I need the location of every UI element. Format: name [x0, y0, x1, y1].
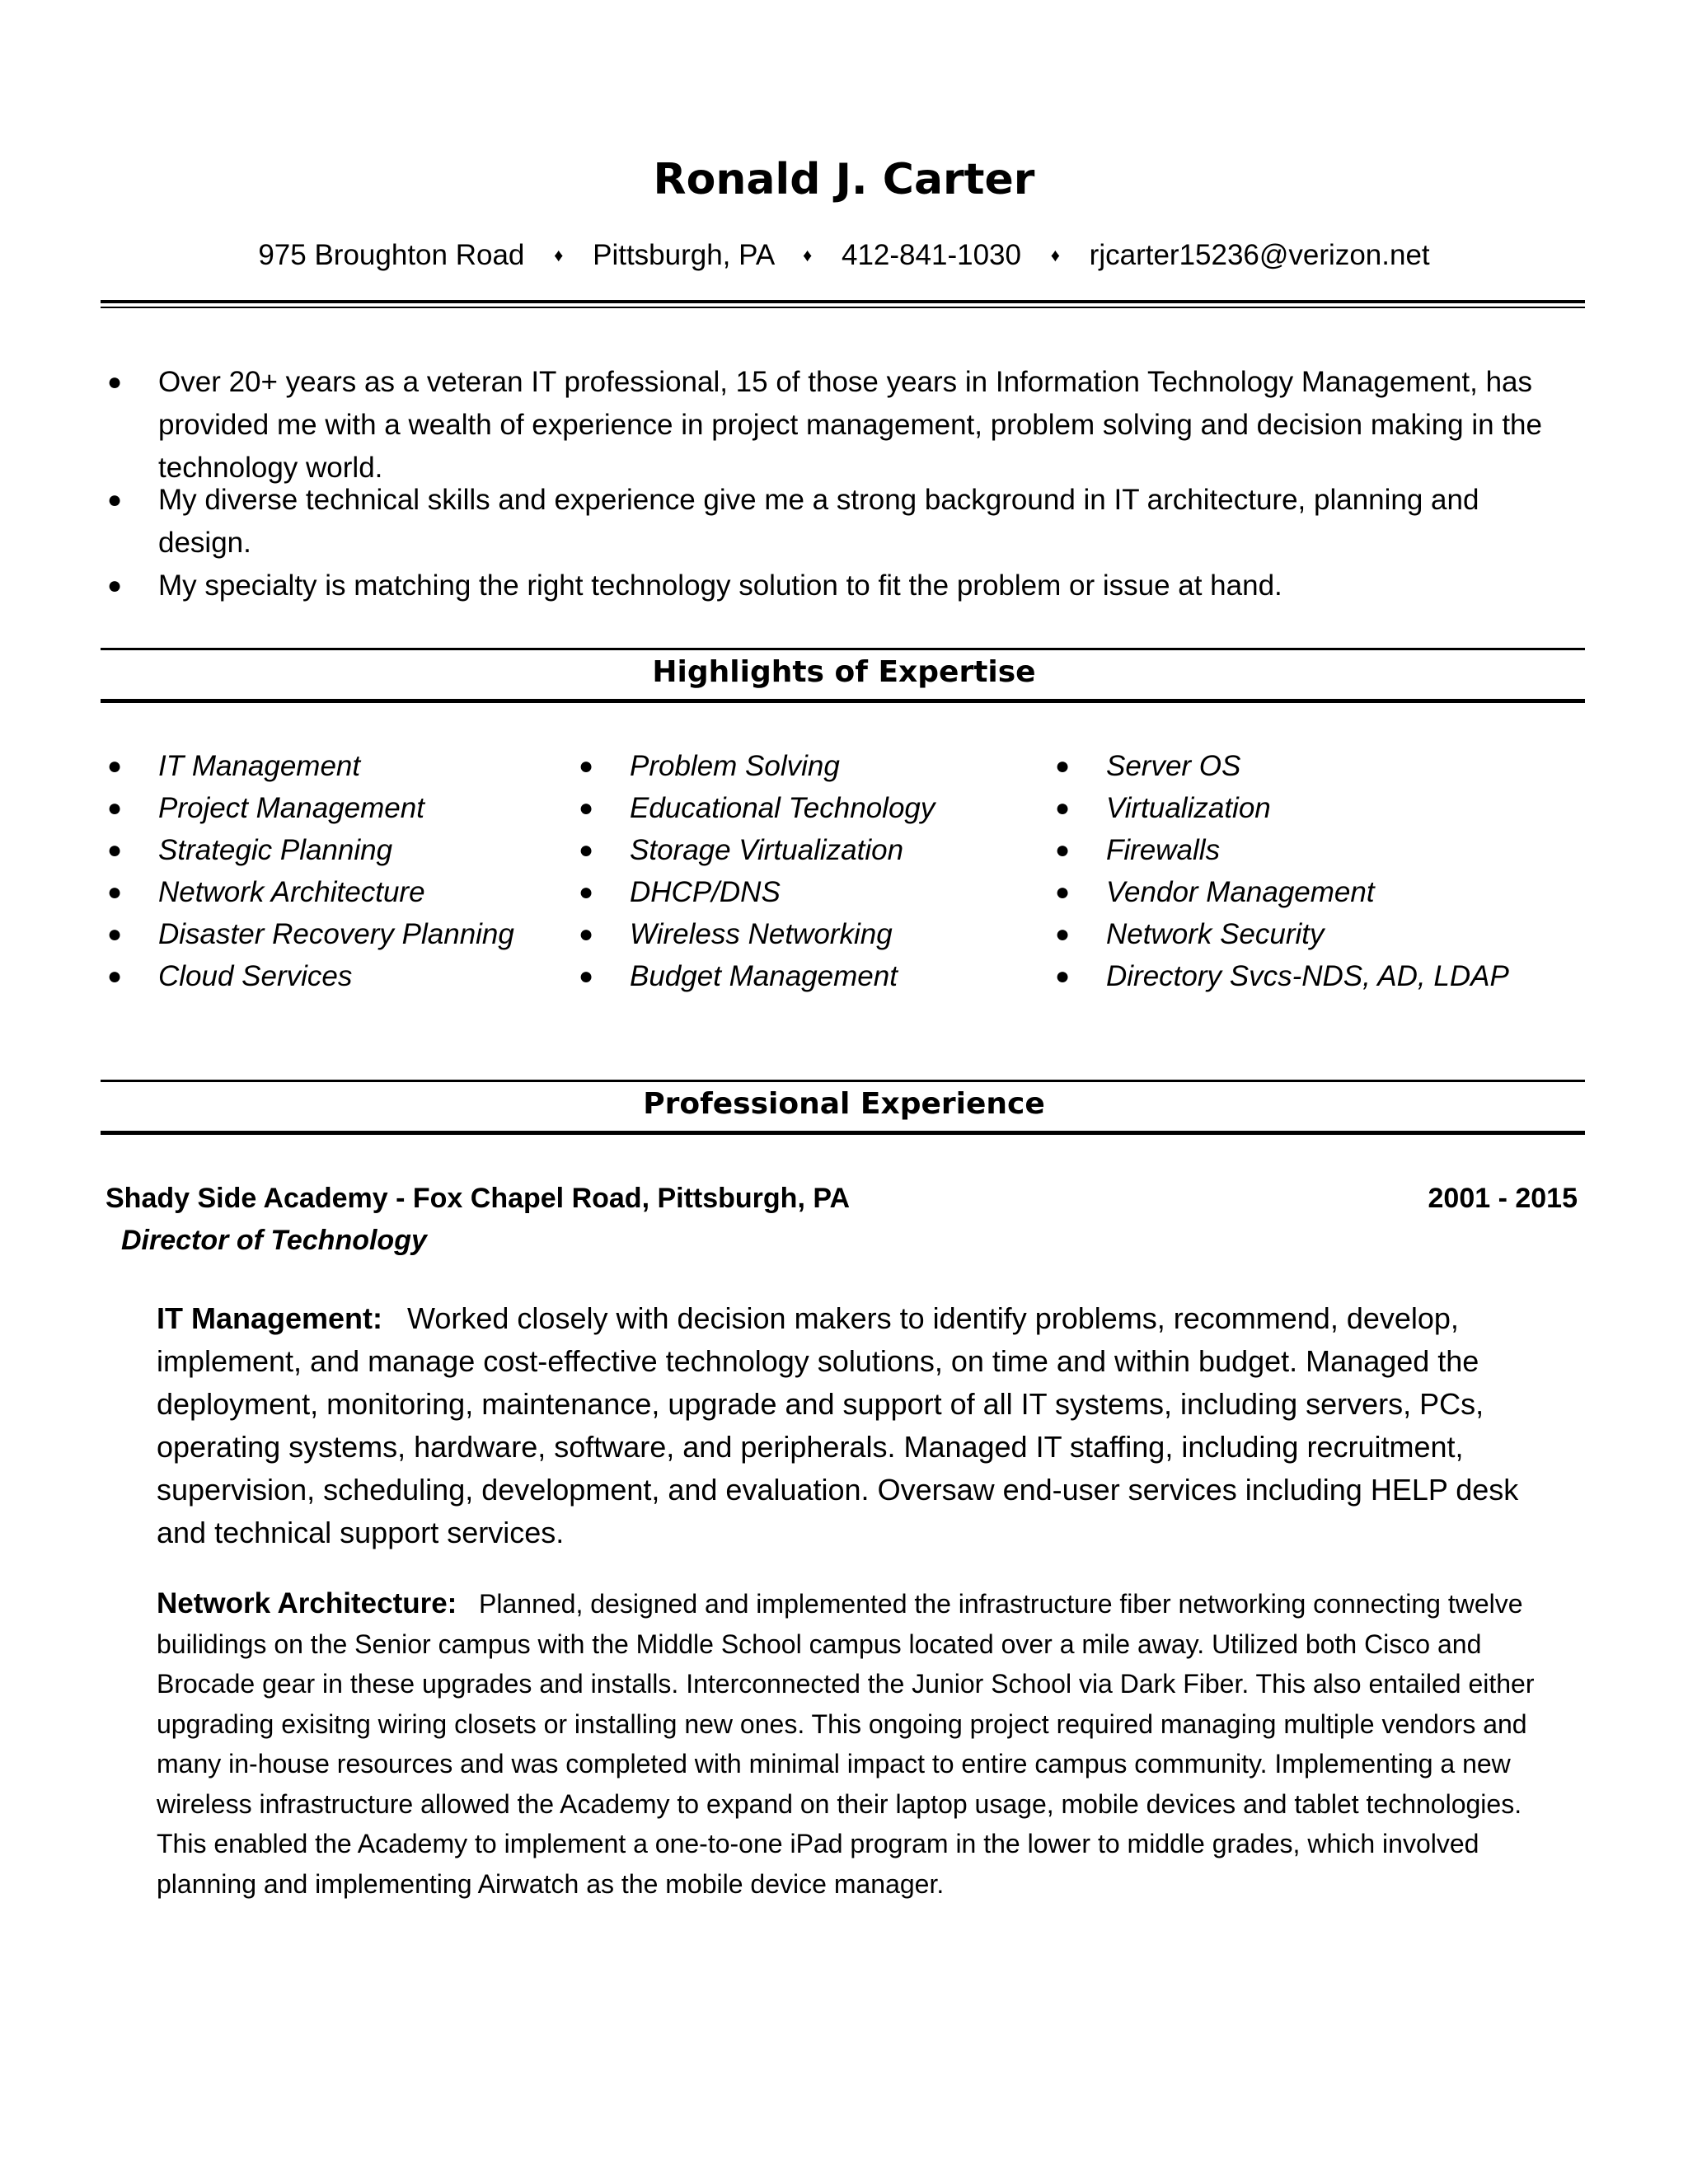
skill-item: ● Project Management — [107, 787, 514, 829]
header-rule-bottom — [101, 307, 1585, 308]
bullet-icon: ● — [107, 963, 123, 990]
employment-dates: 2001 - 2015 — [1428, 1183, 1578, 1214]
bullet-icon: ● — [579, 837, 594, 864]
skill-item: ● Educational Technology — [579, 787, 935, 829]
bullet-icon: ● — [579, 921, 594, 948]
skill-item: ● Network Security — [1055, 913, 1509, 955]
paragraph-lead: IT Management: — [157, 1301, 383, 1335]
bullet-icon: ● — [107, 486, 123, 513]
highlights-rule-top — [101, 648, 1585, 650]
bullet-icon: ● — [1055, 794, 1071, 822]
skill-item: ● Problem Solving — [579, 745, 935, 787]
diamond-separator-icon: ♦ — [554, 245, 564, 265]
summary-list — [107, 361, 1574, 607]
skill-item: ● Virtualization — [1055, 787, 1509, 829]
skill-item: ● Storage Virtualization — [579, 829, 935, 871]
skill-item: ● Server OS — [1055, 745, 1509, 787]
contact-city: Pittsburgh, PA — [593, 239, 774, 271]
bullet-icon: ● — [107, 572, 123, 599]
summary-item: ● My specialty is matching the right technology solution to fit the problem or issue at hand. — [107, 565, 1574, 607]
skill-item: ● Strategic Planning — [107, 829, 514, 871]
paragraph-body: Worked closely with decision makers to identify problems, recommend, develop, implement, and manage cost-effective technology solutions, on time and within budget. Managed the deployment, monitoring, maintenance, upgrade and support of all IT systems, including servers, PCs, operating systems, hardware, software, and peripherals. Managed IT staffing, including recruitment, supervision, scheduling, development, and evaluation. Oversaw end-user services including HELP desk and technical support services. — [157, 1301, 1519, 1549]
bullet-icon: ● — [107, 879, 123, 906]
paragraph-lead: Network Architecture: — [157, 1587, 457, 1619]
bullet-icon: ● — [579, 963, 594, 990]
candidate-name: Ronald J. Carter — [653, 155, 1035, 204]
bullet-icon: ● — [579, 794, 594, 822]
bullet-icon: ● — [1055, 963, 1071, 990]
skills-column-3 — [1055, 745, 1509, 997]
experience-rule-top — [101, 1080, 1585, 1082]
bullet-icon: ● — [107, 921, 123, 948]
employer-name: Shady Side Academy - Fox Chapel Road, Pittsburgh, PA — [106, 1183, 851, 1214]
bullet-icon: ● — [1055, 921, 1071, 948]
contact-address: 975 Broughton Road — [258, 239, 525, 271]
job-title: Director of Technology — [121, 1225, 427, 1256]
header-rule-top — [101, 300, 1585, 303]
skills-column-1 — [107, 745, 514, 997]
summary-item: ● My diverse technical skills and experience give me a strong background in IT architecture, planning and design. — [107, 479, 1574, 565]
experience-title: Professional Experience — [643, 1087, 1045, 1121]
diamond-separator-icon: ♦ — [1050, 245, 1060, 265]
it-management-paragraph — [157, 1297, 1574, 1554]
bullet-icon: ● — [579, 879, 594, 906]
bullet-icon: ● — [1055, 837, 1071, 864]
skills-column-2 — [579, 745, 935, 997]
skill-item: ● Vendor Management — [1055, 871, 1509, 913]
contact-phone: 412-841-1030 — [842, 239, 1021, 271]
bullet-icon: ● — [579, 752, 594, 780]
bullet-icon: ● — [1055, 879, 1071, 906]
bullet-icon: ● — [107, 837, 123, 864]
skill-item: ● Disaster Recovery Planning — [107, 913, 514, 955]
skill-item: ● Cloud Services — [107, 955, 514, 997]
highlights-rule-bottom — [101, 699, 1585, 703]
contact-line — [0, 239, 1688, 272]
skill-item: ● Directory Svcs-NDS, AD, LDAP — [1055, 955, 1509, 997]
skill-item: ● DHCP/DNS — [579, 871, 935, 913]
bullet-icon: ● — [1055, 752, 1071, 780]
diamond-separator-icon: ♦ — [803, 245, 813, 265]
skill-item: ● IT Management — [107, 745, 514, 787]
skill-item: ● Network Architecture — [107, 871, 514, 913]
highlights-title: Highlights of Expertise — [652, 655, 1036, 689]
skill-item: ● Wireless Networking — [579, 913, 935, 955]
skill-item: ● Firewalls — [1055, 829, 1509, 871]
bullet-icon: ● — [107, 794, 123, 822]
contact-email: rjcarter15236@verizon.net — [1089, 239, 1430, 271]
bullet-icon: ● — [107, 752, 123, 780]
summary-item: ● Over 20+ years as a veteran IT professional, 15 of those years in Information Technology Management, has provided me with a wealth of experience in project management, problem solving and decision making in the technology world. — [107, 361, 1574, 448]
bullet-icon: ● — [107, 368, 123, 396]
network-architecture-paragraph — [157, 1584, 1574, 1904]
skill-item: ● Budget Management — [579, 955, 935, 997]
paragraph-body: Planned, designed and implemented the infrastructure fiber networking connecting twelve builidings on the Senior campus with the Middle School campus located over a mile away. Utilized both Cisco and Brocade gear in these upgrades and installs. Interconnected the Junior School via Dark Fiber. This also entailed either upgrading exisitng wiring closets or installing new ones. This ongoing project required managing multiple vendors and many in-house resources and was completed with minimal impact to entire campus community. Implementing a new wireless infrastructure allowed the Academy to expand on their laptop usage, mobile devices and tablet technologies. This enabled the Academy to implement a one-to-one iPad program in the lower to middle grades, which involved planning and implementing Airwatch as the mobile device manager. — [157, 1589, 1535, 1899]
experience-rule-bottom — [101, 1131, 1585, 1135]
